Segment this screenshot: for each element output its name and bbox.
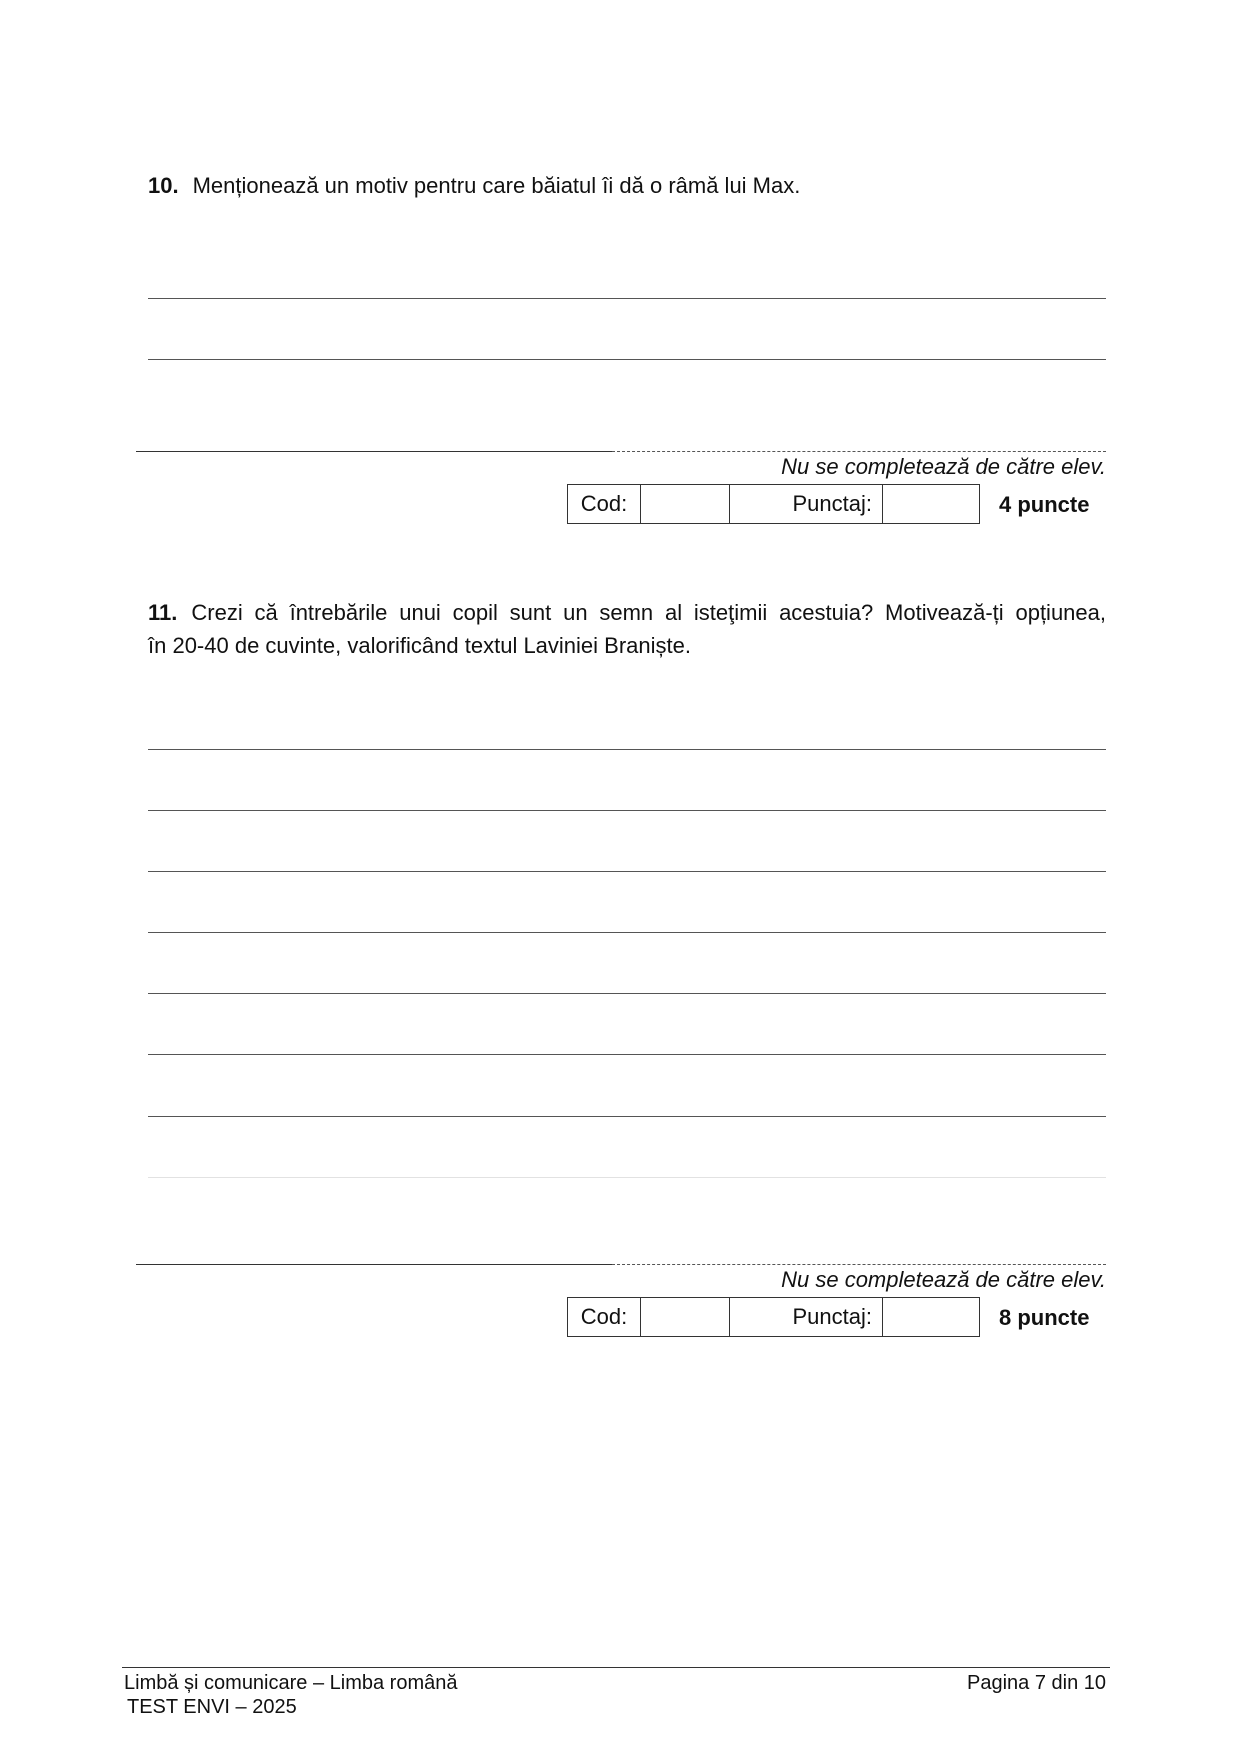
cod-label: Cod:	[568, 1298, 641, 1337]
answer-line[interactable]	[148, 810, 1106, 811]
separator-line	[136, 451, 612, 452]
question-text-line-1: Crezi că întrebările unui copil sunt un semn al isteţimii acestuia? Motivează-ți opțiunea,	[191, 600, 1106, 625]
grader-note: Nu se completează de către elev.	[781, 454, 1106, 479]
question-text: Menționează un motiv pentru care băiatul îi dă o râmă lui Max.	[192, 173, 801, 198]
cod-label: Cod:	[568, 485, 641, 524]
answer-line[interactable]	[148, 871, 1106, 872]
answer-line[interactable]	[148, 359, 1106, 360]
points-label: 8 puncte	[999, 1305, 1090, 1330]
points-label: 4 puncte	[999, 492, 1090, 517]
footer-page-number: Pagina 7 din 10	[966, 1672, 1106, 1694]
question-10	[148, 169, 1106, 202]
answer-line[interactable]	[148, 932, 1106, 933]
answer-line[interactable]	[148, 298, 1106, 299]
question-number: 11.	[148, 600, 178, 625]
punctaj-field[interactable]	[883, 485, 980, 524]
question-number: 10.	[148, 173, 179, 198]
footer-divider	[122, 1667, 1110, 1668]
question-11	[148, 596, 1106, 662]
score-table	[567, 484, 980, 524]
footer-subject: Limbă și comunicare – Limba română	[124, 1672, 458, 1694]
answer-line[interactable]	[148, 1177, 1106, 1178]
answer-line[interactable]	[148, 1054, 1106, 1055]
punctaj-field[interactable]	[883, 1298, 980, 1337]
punctaj-label: Punctaj:	[730, 1298, 883, 1337]
separator-dashed-line	[612, 451, 1106, 452]
separator-dashed-line	[612, 1264, 1106, 1265]
separator-line	[136, 1264, 612, 1265]
footer-test-name: TEST ENVI – 2025	[127, 1696, 297, 1718]
score-table	[567, 1297, 980, 1337]
cod-field[interactable]	[641, 485, 730, 524]
question-text-line-2: în 20-40 de cuvinte, valorificând textul Laviniei Braniște.	[148, 633, 691, 658]
grader-note: Nu se completează de către elev.	[781, 1267, 1106, 1292]
answer-line[interactable]	[148, 993, 1106, 994]
answer-line[interactable]	[148, 1116, 1106, 1117]
answer-line[interactable]	[148, 749, 1106, 750]
punctaj-label: Punctaj:	[730, 485, 883, 524]
footer-left	[124, 1671, 458, 1719]
cod-field[interactable]	[641, 1298, 730, 1337]
